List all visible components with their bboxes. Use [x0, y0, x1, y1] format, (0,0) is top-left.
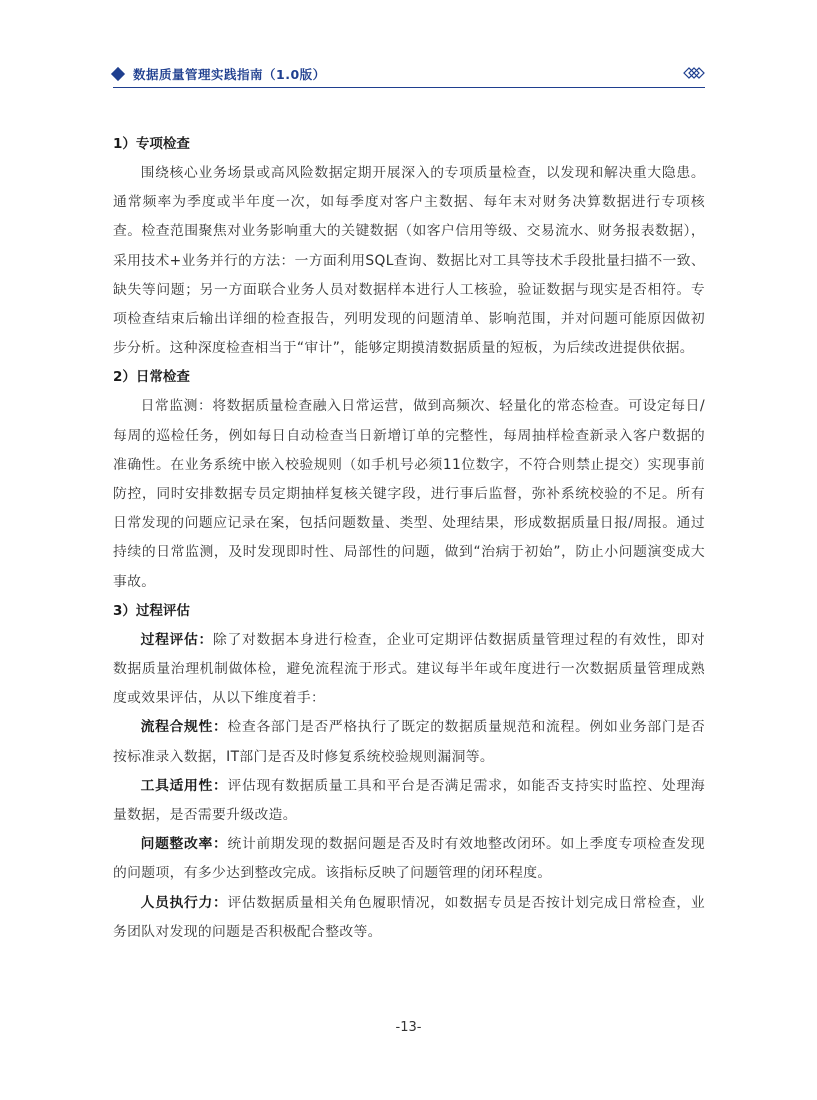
paragraph-text: 日常监测：将数据质量检查融入日常运营，做到高频次、轻量化的常态检查。可设定每日/每周的巡检任务，例如每日自动检查当日新增订单的完整性，每周抽样检查新录入客户数据的准确性。在业务系统中嵌入校验规则（如手机号必须11位数字，不符合则禁止提交）实现事前防控，同时安排数据专员定期抽样复核关键字段，进行事后监督，弥补系统校验的不足。所有日常发现的问题应记录在案，包括问题数量、类型、处理结果，形成数据质量日报/周报。通过持续的日常监测，及时发现即时性、局部性的问题，做到“治病于初始”，防止小问题演变成大事故。 — [113, 398, 705, 590]
paragraph-lead: 过程评估： — [140, 631, 213, 648]
paragraph-text: 统计前期发现的数据问题是否及时有效地整改闭环。如上季度专项检查发现的问题项，有多少达到整改完成。该指标反映了问题管理的闭环程度。 — [113, 836, 705, 882]
diamond-bullet-icon — [111, 67, 125, 81]
section-heading-special-check: 1）专项检查 — [113, 136, 190, 152]
paragraph-lead: 问题整改率： — [140, 836, 228, 853]
page-body — [113, 130, 705, 947]
paragraph-special-check — [113, 159, 705, 363]
header-rule — [113, 87, 705, 88]
paragraph-tool-applicability — [113, 772, 705, 830]
page-number: -13- — [395, 1020, 422, 1035]
page-header — [113, 62, 705, 90]
paragraph-text: 围绕核心业务场景或高风险数据定期开展深入的专项质量检查，以发现和解决重大隐患。通常频率为季度或半年度一次，如每季度对客户主数据、每年末对财务决算数据进行专项核查。检查范围聚焦对业务影响重大的关键数据（如客户信用等级、交易流水、财务报表数据），采用技术+业务并行的方法：一方面利用SQL查询、数据比对工具等技术手段批量扫描不一致、缺失等问题；另一方面联合业务人员对数据样本进行人工核验，验证数据与现实是否相符。专项检查结束后输出详细的检查报告，列明发现的问题清单、影响范围，并对问题可能原因做初步分析。这种深度检查相当于“审计”，能够定期摸清数据质量的短板，为后续改进提供依据。 — [113, 165, 705, 357]
paragraph-text: 评估数据质量相关角色履职情况，如数据专员是否按计划完成日常检查，业务团队对发现的问题是否积极配合整改等。 — [113, 894, 705, 940]
paragraph-lead: 流程合规性： — [140, 719, 228, 736]
paragraph-lead: 工具适用性： — [140, 777, 228, 794]
document-title: 数据质量管理实践指南（1.0版） — [133, 67, 326, 82]
paragraph-daily-check — [113, 392, 705, 596]
paragraph-process-compliance — [113, 713, 705, 771]
section-heading-process-evaluation: 3）过程评估 — [113, 602, 190, 619]
diamond-chain-logo-icon — [683, 65, 705, 81]
paragraph-rectification-rate — [113, 830, 705, 888]
paragraph-lead: 人员执行力： — [140, 894, 228, 911]
paragraph-text: 检查各部门是否严格执行了既定的数据质量规范和流程。例如业务部门是否按标准录入数据，IT部门是否及时修复系统校验规则漏洞等。 — [113, 719, 705, 765]
paragraph-staff-execution — [113, 889, 705, 947]
paragraph-text: 评估现有数据质量工具和平台是否满足需求，如能否支持实时监控、处理海量数据，是否需要升级改造。 — [113, 777, 705, 824]
section-heading-daily-check: 2）日常检查 — [113, 369, 190, 386]
paragraph-text: 除了对数据本身进行检查，企业可定期评估数据质量管理过程的有效性，即对数据质量治理机制做体检，避免流程流于形式。建议每半年或年度进行一次数据质量管理成熟度或效果评估，从以下维度着手： — [113, 631, 705, 707]
paragraph-process-evaluation — [113, 626, 705, 714]
